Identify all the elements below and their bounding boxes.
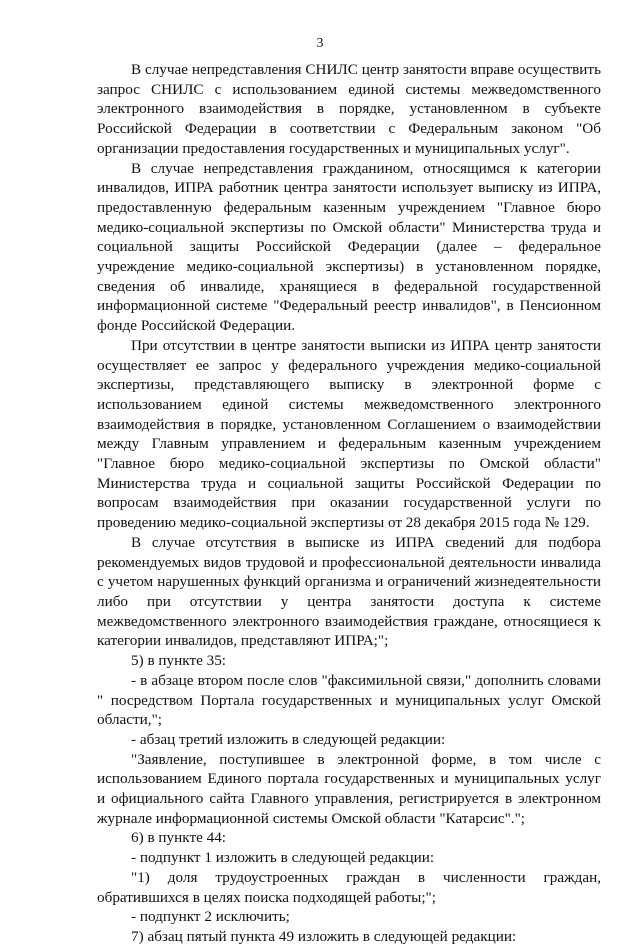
item-7-heading: 7) абзац пятый пункта 49 изложить в следующей редакции:: [131, 927, 517, 945]
item-6-subitem-1: - подпункт 1 изложить в следующей редакции:: [131, 849, 435, 867]
paragraph-ipra-request: При отсутствии в центре занятости выписки из ИПРА центр занятости осуществляет ее запрос у федерального учреждения медико-социальной экспертизы, представляющего выписку в электронной форме с использованием единой системы межведомственного электронного взаимодействия в порядке, установленном Соглашением о взаимодействии между Главным управлением и федеральным казенным учреждением "Главное бюро медико-социальной экспертизы по Омской области" Министерства труда и социальной защиты Российской Федерации по вопросам взаимодействия при оказании государственной услуги по проведению медико-социальной экспертизы от 28 декабря 2015 года № 129.: [97, 336, 601, 532]
page-number: 3: [316, 36, 324, 51]
item-5-subitem-third-paragraph: - абзац третий изложить в следующей редакции:: [131, 730, 446, 748]
item-6-new-wording: "1) доля трудоустроенных граждан в численности граждан, обратившихся в целях поиска подходящей работы;";: [97, 868, 601, 906]
item-5-new-wording: "Заявление, поступившее в электронной форме, в том числе с использованием Единого портала государственных и муниципальных услуг и официального сайта Главного управления, регистрируется в электронном журнале информационной системы Омской области "Катарсис".";: [97, 750, 601, 827]
item-5-subitem-second-paragraph: - в абзаце втором после слов "факсимильной связи," дополнить словами " посредством Портала государственных и муниципальных услуг Омской области,";: [97, 671, 601, 729]
document-body: [97, 60, 601, 947]
paragraph-ipra-extract: В случае непредставления гражданином, относящимся к категории инвалидов, ИПРА работник центра занятости использует выписку из ИПРА, предоставленную федеральным казенным учреждением "Главное бюро медико-социальной экспертизы по Омской области" Министерства труда и социальной защиты Российской Федерации (далее – федеральное учреждение медико-социальной экспертизы) в установленном порядке, сведения об инвалиде, хранящиеся в федеральной государственной информационной системе "Федеральный реестр инвалидов", в Пенсионном фонде Российской Федерации.: [97, 159, 601, 335]
paragraph-ipra-missing-data: В случае отсутствия в выписке из ИПРА сведений для подбора рекомендуемых видов трудовой и профессиональной деятельности инвалида с учетом нарушенных функций организма и ограничений жизнедеятельности либо при отсутствии у центра занятости доступа к системе межведомственного электронного взаимодействия граждане, относящиеся к категории инвалидов, представляют ИПРА;";: [97, 533, 601, 650]
item-6-heading: 6) в пункте 44:: [131, 829, 227, 847]
paragraph-snils-request: В случае непредставления СНИЛС центр занятости вправе осуществить запрос СНИЛС с использованием единой системы межведомственного электронного взаимодействия в порядке, установленном в субъекте Российской Федерации в соответствии с Федеральным законом "Об организации предоставления государственных и муниципальных услуг".: [97, 61, 601, 157]
item-5-heading: 5) в пункте 35:: [131, 652, 227, 670]
item-6-subitem-2: - подпункт 2 исключить;: [131, 908, 290, 926]
